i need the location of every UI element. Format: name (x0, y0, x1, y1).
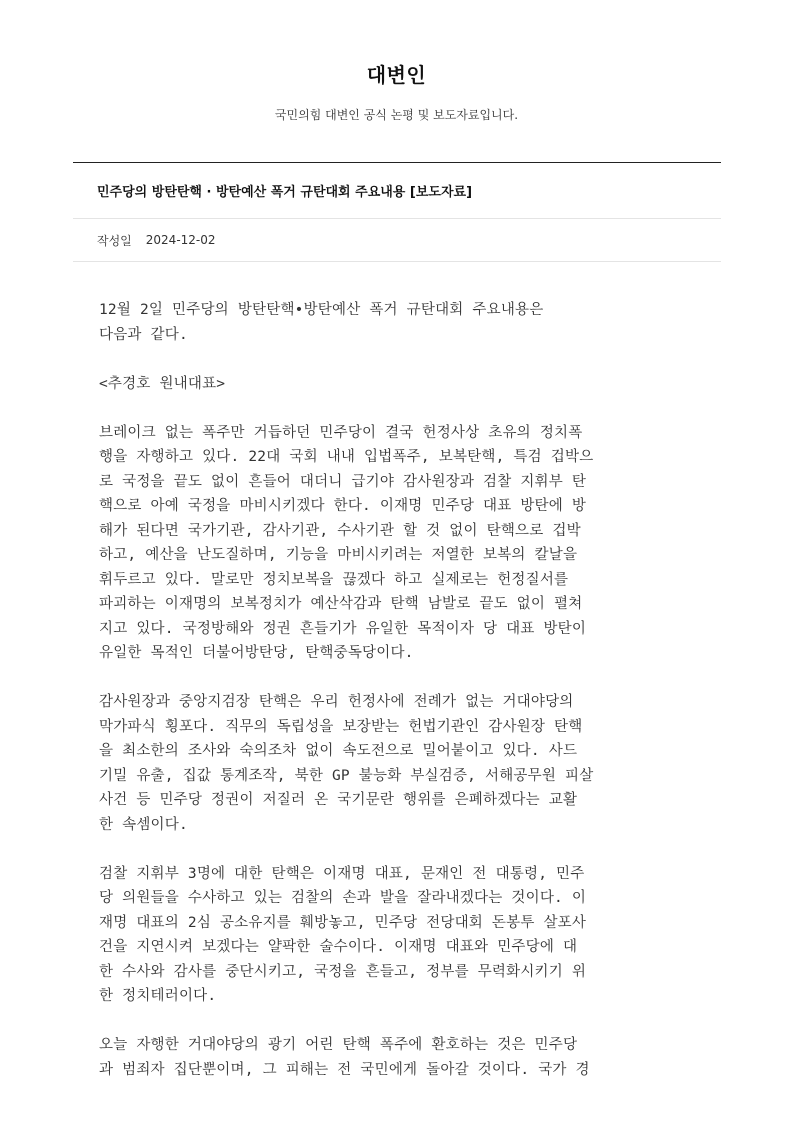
site-subtitle: 국민의힘 대변인 공식 논평 및 보도자료입니다. (274, 108, 519, 122)
article (73, 162, 721, 1107)
site-header (0, 0, 793, 124)
site-title: 대변인 (366, 63, 427, 87)
body-paragraph: 브레이크 없는 폭주만 거듭하던 민주당이 결국 헌정사상 초유의 정치폭 행을 자행하고 있다. 22대 국회 내내 입법폭주, 보복탄핵, 특검 겁박으 로 국정을 끝도 없이 흔들어 대더니 급기야 감사원장과 검찰 지휘부 탄 핵으로 아예 국정을 마비시키겠다 한다. 이재명 민주당 대표 방탄에 방 해가 된다면 국가기관, 감사기관, 수사기관 할 것 없이 탄핵으로 겁박 하고, 예산을 난도질하며, 기능을 마비시키려는 저열한 보복의 칼날을 휘두르고 있다. 말로만 정치보복을 끊겠다 하고 실제로는 헌정질서를 파괴하는 이재명의 보복정치가 예산삭감과 탄핵 남발로 끝도 없이 펼쳐 지고 있다. 국정방해와 정권 흔들기가 유일한 목적이자 당 대표 방탄이 유일한 목적인 더불어방탄당, 탄핵중독당이다. (99, 424, 594, 661)
date-label: 작성일 (97, 233, 132, 248)
article-title-row (73, 163, 721, 219)
body-paragraph: 12월 2일 민주당의 방탄탄핵•방탄예산 폭거 규탄대회 주요내용은 다음과 같다. (99, 302, 544, 343)
body-paragraph: 감사원장과 중앙지검장 탄핵은 우리 헌정사에 전례가 없는 거대야당의 막가파식 횡포다. 직무의 독립성을 보장받는 헌법기관인 감사원장 탄핵 을 최소한의 조사와 숙의조차 없이 속도전으로 밀어붙이고 있다. 사드 기밀 유출, 집값 통계조작, 북한 GP 불능화 부실검증, 서해공무원 피살 사건 등 민주당 정권이 저질러 온 국기문란 행위를 은폐하겠다는 교활 한 속셈이다. (99, 694, 594, 833)
article-body (73, 262, 721, 1082)
body-paragraph: <추경호 원내대표> (99, 375, 226, 392)
body-paragraph: 검찰 지휘부 3명에 대한 탄핵은 이재명 대표, 문재인 전 대통령, 민주 당 의원들을 수사하고 있는 검찰의 손과 발을 잘라내겠다는 것이다. 이 재명 대표의 2심 공소유지를 훼방놓고, 민주당 전당대회 돈봉투 살포사 건을 지연시켜 보겠다는 얄팍한 술수이다. 이재명 대표와 민주당에 대 한 수사와 감사를 중단시키고, 국정을 흔들고, 정부를 무력화시키기 위 한 정치테러이다. (99, 865, 587, 1004)
date-value: 2024-12-02 (145, 233, 216, 247)
article-meta (73, 219, 721, 262)
body-paragraph: 오늘 자행한 거대야당의 광기 어린 탄핵 폭주에 환호하는 것은 민주당 과 범죄자 집단뿐이며, 그 피해는 전 국민에게 돌아갈 것이다. 국가 경 (99, 1037, 590, 1078)
article-title: 민주당의 방탄탄핵 · 방탄예산 폭거 규탄대회 주요내용 [보도자료] (97, 185, 473, 200)
